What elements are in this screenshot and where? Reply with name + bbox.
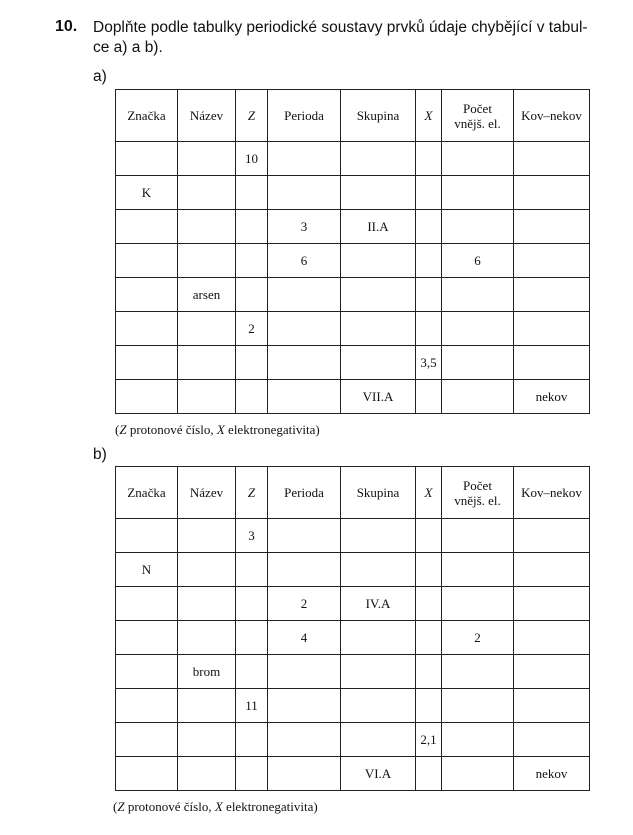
- table-cell[interactable]: [178, 210, 236, 244]
- table-cell[interactable]: [442, 142, 514, 176]
- table-cell[interactable]: [116, 346, 178, 380]
- table-cell[interactable]: [514, 519, 590, 553]
- column-header: Značka: [116, 467, 178, 519]
- table-cell[interactable]: [341, 278, 416, 312]
- table-cell[interactable]: [116, 380, 178, 414]
- table-cell[interactable]: [514, 346, 590, 380]
- table-row: [116, 621, 590, 655]
- table-cell[interactable]: [236, 723, 268, 757]
- table-cell[interactable]: [268, 142, 341, 176]
- table-row: [116, 723, 590, 757]
- table-row: [116, 689, 590, 723]
- table-cell[interactable]: brom: [178, 655, 236, 689]
- table-cell[interactable]: [514, 689, 590, 723]
- table-cell[interactable]: [416, 587, 442, 621]
- table-cell[interactable]: [178, 553, 236, 587]
- table-cell[interactable]: [236, 278, 268, 312]
- table-cell[interactable]: [236, 210, 268, 244]
- column-header: Skupina: [341, 467, 416, 519]
- table-cell[interactable]: [236, 757, 268, 791]
- table-cell[interactable]: [236, 244, 268, 278]
- table-cell[interactable]: 3,5: [416, 346, 442, 380]
- table-cell[interactable]: [268, 655, 341, 689]
- column-header: Perioda: [268, 467, 341, 519]
- table-cell[interactable]: 11: [236, 689, 268, 723]
- table-cell[interactable]: nekov: [514, 380, 590, 414]
- table-cell[interactable]: [416, 655, 442, 689]
- table-cell[interactable]: [268, 312, 341, 346]
- table-a-legend: (Z protonové číslo, X elektronegativita): [115, 422, 320, 437]
- exercise-number: 10.: [55, 18, 78, 35]
- table-cell[interactable]: [116, 689, 178, 723]
- table-cell[interactable]: [416, 176, 442, 210]
- table-cell[interactable]: [178, 757, 236, 791]
- table-cell[interactable]: [416, 312, 442, 346]
- table-cell[interactable]: [341, 176, 416, 210]
- table-cell[interactable]: [514, 142, 590, 176]
- element-table-b: [115, 466, 590, 791]
- table-cell[interactable]: [416, 380, 442, 414]
- element-table-a: [115, 89, 590, 414]
- table-cell[interactable]: [268, 176, 341, 210]
- table-cell[interactable]: [341, 723, 416, 757]
- table-cell[interactable]: [116, 655, 178, 689]
- table-cell[interactable]: [416, 757, 442, 791]
- table-cell[interactable]: [178, 621, 236, 655]
- column-header: Značka: [116, 90, 178, 142]
- table-cell[interactable]: [236, 655, 268, 689]
- table-cell[interactable]: [116, 244, 178, 278]
- table-cell[interactable]: [116, 210, 178, 244]
- table-cell[interactable]: [116, 519, 178, 553]
- table-cell[interactable]: 2: [268, 587, 341, 621]
- table-cell[interactable]: [416, 210, 442, 244]
- table-row: [116, 553, 590, 587]
- column-header: Kov–nekov: [514, 467, 590, 519]
- column-header: X: [416, 467, 442, 519]
- table-cell[interactable]: nekov: [514, 757, 590, 791]
- table-cell[interactable]: [178, 587, 236, 621]
- table-cell[interactable]: [514, 210, 590, 244]
- table-cell[interactable]: [236, 587, 268, 621]
- column-header: Z: [236, 90, 268, 142]
- table-cell[interactable]: VII.A: [341, 380, 416, 414]
- table-cell[interactable]: [442, 723, 514, 757]
- table-row: [116, 142, 590, 176]
- table-row: [116, 244, 590, 278]
- table-cell[interactable]: [268, 278, 341, 312]
- table-cell[interactable]: [178, 142, 236, 176]
- column-header: Název: [178, 467, 236, 519]
- table-cell[interactable]: [341, 655, 416, 689]
- table-cell[interactable]: [416, 142, 442, 176]
- table-cell[interactable]: 2: [442, 621, 514, 655]
- table-cell[interactable]: K: [116, 176, 178, 210]
- table-cell[interactable]: 2: [236, 312, 268, 346]
- table-cell[interactable]: 4: [268, 621, 341, 655]
- column-header: X: [416, 90, 442, 142]
- part-b-label: b): [93, 446, 107, 463]
- table-cell[interactable]: [341, 689, 416, 723]
- table-cell[interactable]: [514, 312, 590, 346]
- table-cell[interactable]: [178, 689, 236, 723]
- table-cell[interactable]: IV.A: [341, 587, 416, 621]
- table-cell[interactable]: [442, 587, 514, 621]
- table-cell[interactable]: [416, 278, 442, 312]
- table-cell[interactable]: [442, 380, 514, 414]
- table-cell[interactable]: [116, 587, 178, 621]
- table-cell[interactable]: [178, 176, 236, 210]
- table-b-legend: (Z protonové číslo, X elektronegativita): [113, 799, 318, 814]
- table-cell[interactable]: arsen: [178, 278, 236, 312]
- table-cell[interactable]: 3: [268, 210, 341, 244]
- table-cell[interactable]: [442, 689, 514, 723]
- table-cell[interactable]: 3: [236, 519, 268, 553]
- table-cell[interactable]: [116, 142, 178, 176]
- exercise-instruction: [93, 18, 613, 58]
- column-header: Počet vnějš. el.: [442, 90, 514, 142]
- table-cell[interactable]: [341, 244, 416, 278]
- table-cell[interactable]: [178, 346, 236, 380]
- table-row: [116, 519, 590, 553]
- instruction-line-2: ce a) a b).: [93, 39, 163, 56]
- table-cell[interactable]: [341, 621, 416, 655]
- table-cell[interactable]: [514, 176, 590, 210]
- table-row: [116, 278, 590, 312]
- table-cell[interactable]: [268, 519, 341, 553]
- table-cell[interactable]: [268, 346, 341, 380]
- table-cell[interactable]: [268, 723, 341, 757]
- table-cell[interactable]: 2,1: [416, 723, 442, 757]
- table-cell[interactable]: [178, 723, 236, 757]
- part-a-label: a): [93, 68, 107, 85]
- table-cell[interactable]: [514, 621, 590, 655]
- table-cell[interactable]: II.A: [341, 210, 416, 244]
- header-row: [116, 90, 590, 142]
- table-cell[interactable]: [236, 176, 268, 210]
- table-cell[interactable]: [116, 312, 178, 346]
- table-cell[interactable]: [178, 312, 236, 346]
- table-cell[interactable]: [442, 553, 514, 587]
- table-cell[interactable]: [178, 519, 236, 553]
- table-cell[interactable]: [268, 689, 341, 723]
- header-row: [116, 467, 590, 519]
- table-cell[interactable]: N: [116, 553, 178, 587]
- table-cell[interactable]: [442, 346, 514, 380]
- table-cell[interactable]: [442, 176, 514, 210]
- table-cell[interactable]: [236, 621, 268, 655]
- table-cell[interactable]: [514, 553, 590, 587]
- column-header: Název: [178, 90, 236, 142]
- table-cell[interactable]: [341, 519, 416, 553]
- table-cell[interactable]: [236, 346, 268, 380]
- table-cell[interactable]: 10: [236, 142, 268, 176]
- table-cell[interactable]: VI.A: [341, 757, 416, 791]
- table-cell[interactable]: 6: [442, 244, 514, 278]
- table-cell[interactable]: [116, 723, 178, 757]
- instruction-line-1: Doplňte podle tabulky periodické soustavy prvků údaje chybějící v tabul-: [93, 19, 588, 36]
- table-cell[interactable]: [442, 278, 514, 312]
- table-cell[interactable]: [341, 553, 416, 587]
- table-cell[interactable]: [178, 380, 236, 414]
- table-cell[interactable]: [116, 621, 178, 655]
- table-row: [116, 757, 590, 791]
- table-cell[interactable]: [341, 312, 416, 346]
- table-row: [116, 312, 590, 346]
- table-cell[interactable]: [442, 655, 514, 689]
- table-cell[interactable]: [268, 553, 341, 587]
- table-row: [116, 210, 590, 244]
- table-cell[interactable]: [116, 757, 178, 791]
- table-cell[interactable]: [236, 380, 268, 414]
- table-cell[interactable]: [268, 757, 341, 791]
- column-header: Kov–nekov: [514, 90, 590, 142]
- table-cell[interactable]: [236, 553, 268, 587]
- column-header: Počet vnějš. el.: [442, 467, 514, 519]
- table-row: [116, 176, 590, 210]
- table-cell[interactable]: [442, 519, 514, 553]
- table-cell[interactable]: [416, 244, 442, 278]
- table-cell[interactable]: [442, 210, 514, 244]
- table-row: [116, 655, 590, 689]
- column-header: Skupina: [341, 90, 416, 142]
- table-cell[interactable]: [178, 244, 236, 278]
- table-row: [116, 346, 590, 380]
- table-cell[interactable]: [341, 346, 416, 380]
- table-cell[interactable]: [442, 312, 514, 346]
- table-cell[interactable]: [514, 244, 590, 278]
- table-row: [116, 587, 590, 621]
- table-cell[interactable]: [416, 689, 442, 723]
- table-cell[interactable]: [116, 278, 178, 312]
- table-cell[interactable]: [514, 587, 590, 621]
- table-cell[interactable]: [514, 723, 590, 757]
- table-cell[interactable]: [341, 142, 416, 176]
- table-cell[interactable]: 6: [268, 244, 341, 278]
- table-cell[interactable]: [442, 757, 514, 791]
- column-header: Perioda: [268, 90, 341, 142]
- table-cell[interactable]: [416, 621, 442, 655]
- column-header: Z: [236, 467, 268, 519]
- table-cell[interactable]: [514, 655, 590, 689]
- table-cell[interactable]: [514, 278, 590, 312]
- table-cell[interactable]: [268, 380, 341, 414]
- table-cell[interactable]: [416, 519, 442, 553]
- table-cell[interactable]: [416, 553, 442, 587]
- table-row: [116, 380, 590, 414]
